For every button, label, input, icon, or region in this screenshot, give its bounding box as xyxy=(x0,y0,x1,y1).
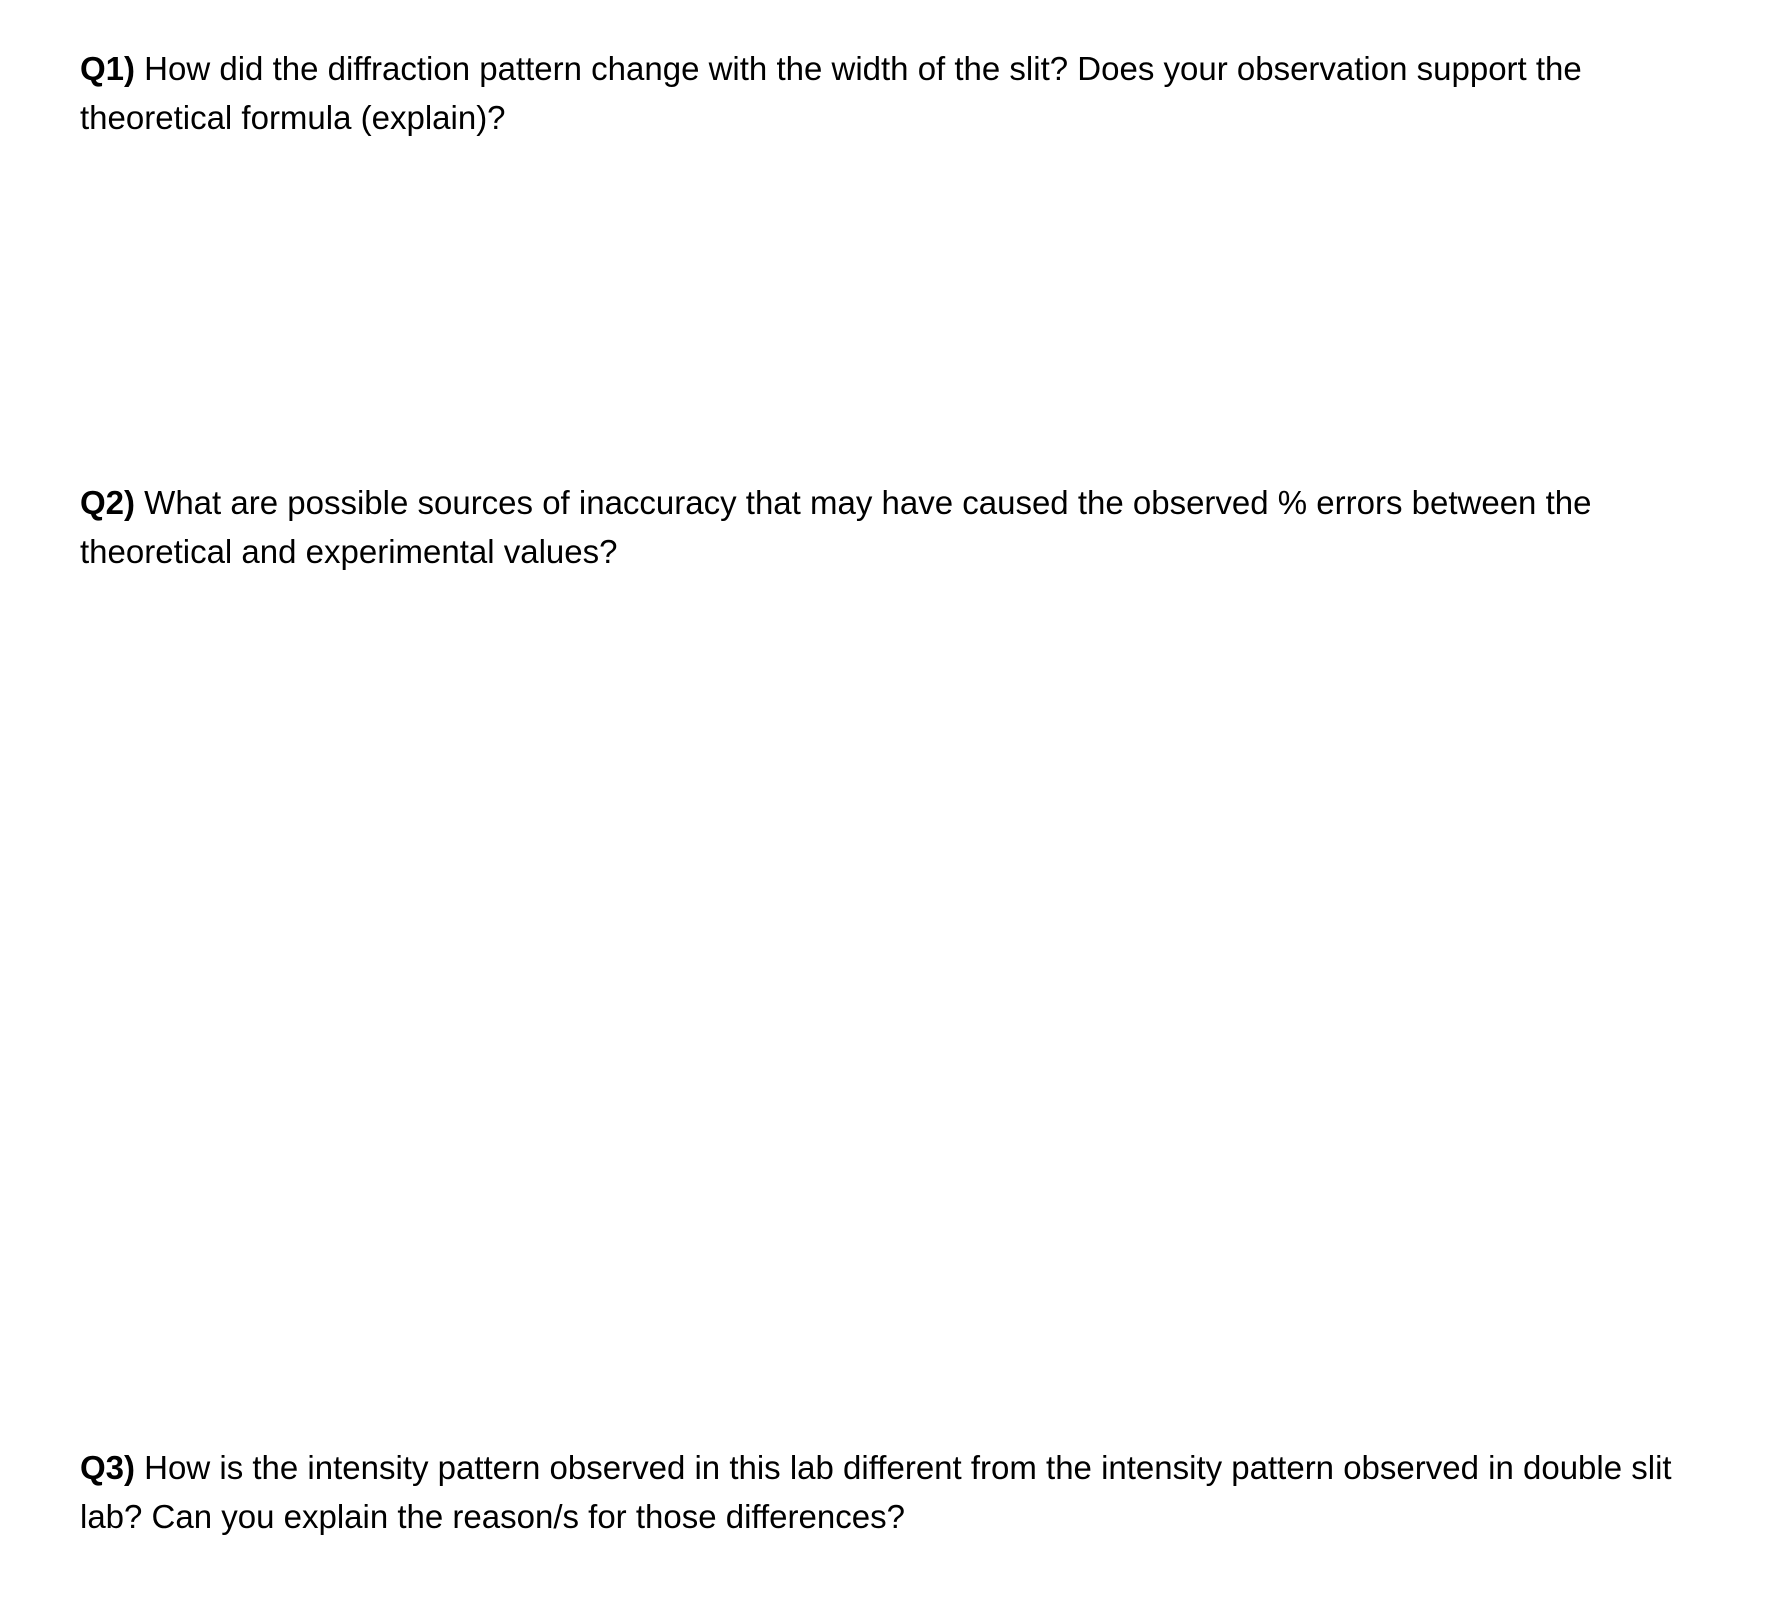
question-2-label: Q2) xyxy=(80,484,136,521)
question-1-text: How did the diffraction pattern change with the width of the slit? Does your observation support the theoretical formula (explain)? xyxy=(80,50,1582,136)
question-3-text: How is the intensity pattern observed in this lab different from the intensity pattern observed in double slit lab? Can you explain the reason/s for those differences? xyxy=(80,1449,1672,1535)
question-2 xyxy=(80,478,1740,576)
question-3 xyxy=(80,1443,1740,1541)
answer-space-2[interactable] xyxy=(80,584,1740,1424)
answer-space-1[interactable] xyxy=(80,150,1740,460)
question-3-label: Q3) xyxy=(80,1449,136,1486)
question-2-text: What are possible sources of inaccuracy that may have caused the observed % errors between the theoretical and experimental values? xyxy=(80,484,1592,570)
question-1-label: Q1) xyxy=(80,50,136,87)
question-1 xyxy=(80,44,1740,142)
answer-space-3[interactable] xyxy=(80,1548,1740,1598)
